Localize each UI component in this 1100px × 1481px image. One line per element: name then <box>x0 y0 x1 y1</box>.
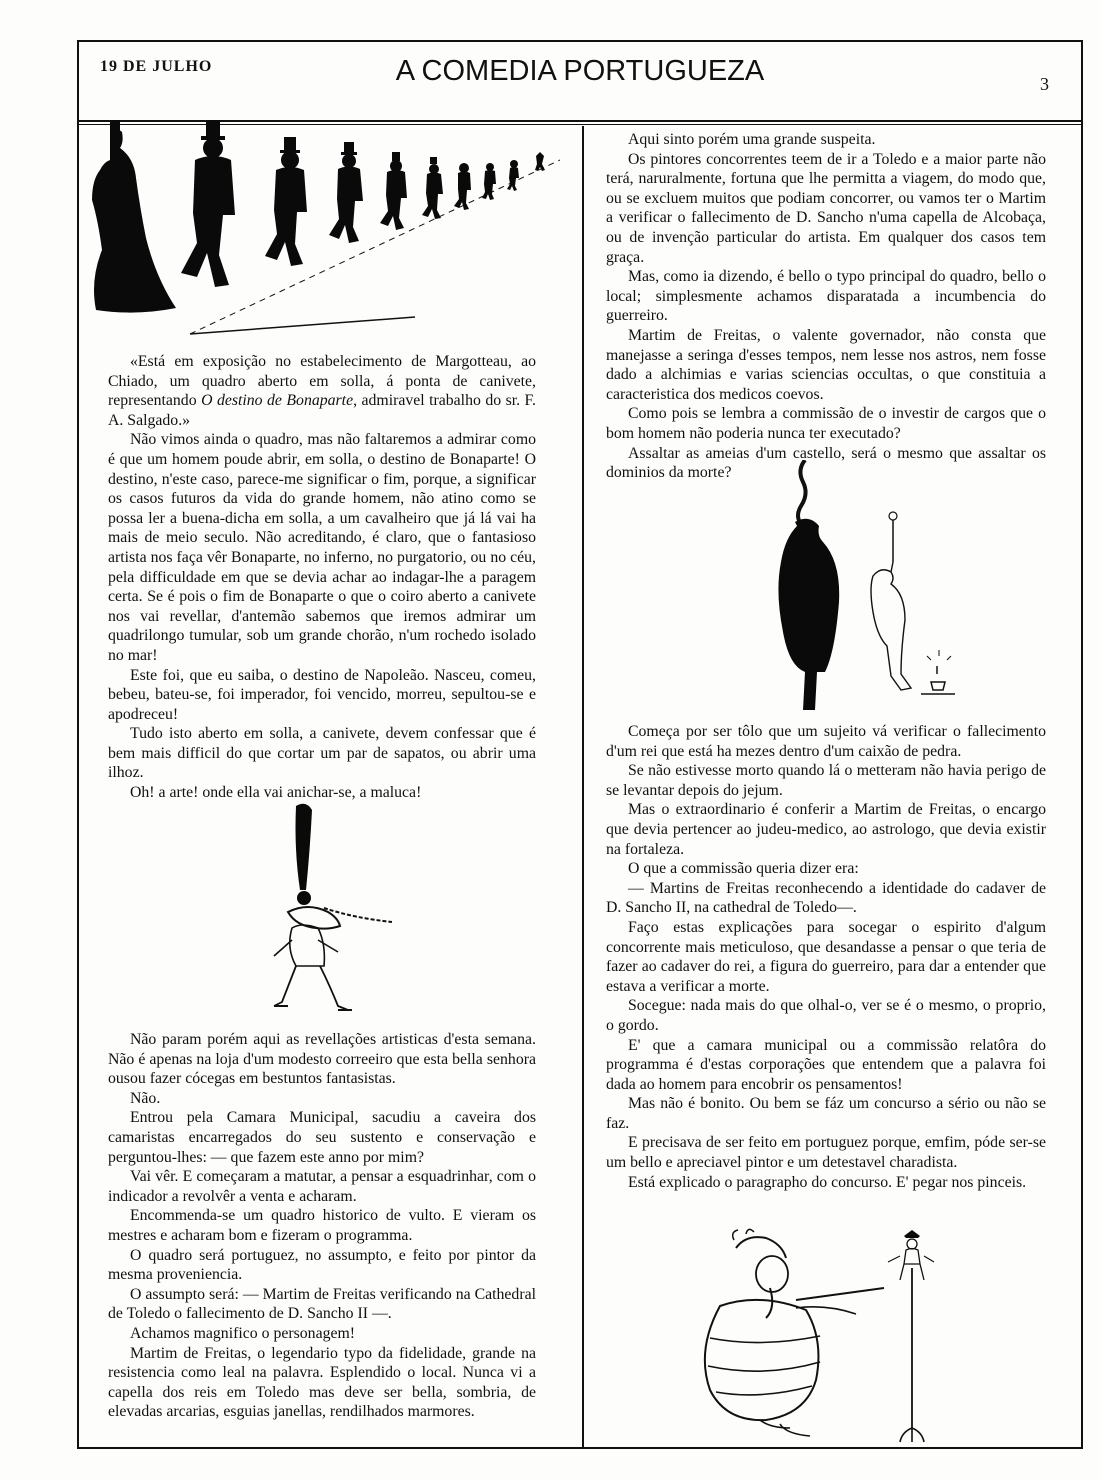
article-paragraph: Vai vêr. E começaram a matutar, a pensar a esquadrinhar, com o indicador a revolvêr a venta e acharam. <box>108 1168 536 1205</box>
column-rule <box>582 126 584 1448</box>
article-paragraph: Como pois se lembra a commissão de o investir de cargos que o bom homem não poderia nunca ter executado? <box>606 405 1046 442</box>
article-paragraph: Não vimos ainda o quadro, mas não faltaremos a admirar como é que um homem poude abrir, em solla, o destino de Bonaparte! O destino, n'este caso, parece-me significar o fim, porque, a significar os casos futuros da vida do grande homem, não atino como se possa ler a buena-dicha em solla, a um cavalheiro que já lá vai ha mais de meio seculo. Não acreditando, é claro, que o fantasioso artista nos faça vêr Bonaparte, no inferno, no purgatorio, ou no céu, pela difficuldade em que se devia achar ao indagar-lhe a paragem certa. Se é pois o fim de Bonaparte o que o coiro aberto a canivete nos vai revellar, d'antemão sabemos que iremos admirar um quadrilongo tumular, sob um grande chorão, n'um rochedo isolado no mar! <box>108 431 536 664</box>
article-paragraph: Não param porém aqui as revellações artisticas d'esta semana. Não é apenas na loja d'um modesto correeiro que esta bella senhora ousou fazer cócegas em bestuntos fantasistas. <box>108 1031 536 1088</box>
artwork-title: O destino de Bonaparte <box>201 392 354 410</box>
article-paragraph: Martim de Freitas, o valente governador, não consta que manejasse a seringa d'esses tempos, nem lesse nos astros, nem fosse dado a alchimias e varias sciencias occultas, o que constituia a caracteristica dos medicos coevos. <box>606 326 1046 403</box>
exclamation-hat-figure-illustration <box>268 800 398 1025</box>
fiddler-caricature-illustration <box>700 1228 965 1443</box>
article-paragraph: Não. <box>130 1089 161 1107</box>
article-paragraph: Está explicado o paragrapho do concurso. E' pegar nos pinceis. <box>628 1173 1027 1191</box>
article-paragraph: Entrou pela Camara Municipal, sacudiu a caveira dos camaristas encarregados do seu sustento e conservação e perguntou-lhes: — que fazem este anno por mim? <box>108 1109 536 1166</box>
article-paragraph: E precisava de ser feito em portuguez porque, emfim, póde ser-se um bello e apreciavel pintor e um detestavel charadista. <box>606 1134 1046 1172</box>
article-paragraph: Encommenda-se um quadro historico de vulto. E vieram os mestres e acharam bom e fizeram o programma. <box>108 1207 536 1244</box>
article-paragraph: O quadro será portuguez, no assumpto, e feito por pintor da mesma proveniencia. <box>108 1246 536 1284</box>
right-column-segment-1 <box>606 130 1046 483</box>
article-paragraph: — Martins de Freitas reconhecendo a identidade do cadaver de D. Sancho II, na cathedral de Toledo—. <box>606 879 1046 917</box>
left-column-segment-2 <box>108 1030 536 1422</box>
article-paragraph: Mas o extraordinario é conferir a Martim de Freitas, o encargo que devia pertencer ao judeu-medico, ao astrologo, que devia existir na fortaleza. <box>606 801 1046 858</box>
issue-date: 19 DE JULHO <box>100 58 213 75</box>
article-paragraph: O assumpto será: — Martim de Freitas verificando na Cathedral de Toledo o fallecimento de D. Sancho II —. <box>108 1285 536 1323</box>
article-paragraph: O que a commissão queria dizer era: <box>628 860 859 878</box>
left-column-segment-1 <box>108 352 536 803</box>
article-paragraph: Começa por ser tôlo que um sujeito vá verificar o fallecimento d'um rei que está ha mezes dentro d'um caixão de pedra. <box>606 723 1046 760</box>
article-paragraph: Aqui sinto porém uma grande suspeita. <box>628 131 876 148</box>
article-paragraph: «Está em exposição no estabelecimento de Margotteau, ao Chiado, um quadro aberto em solla, á ponta de canivete, representando O destino de Bonaparte, admiravel trabalho do sr. F. A. Salgado.» <box>108 353 536 429</box>
article-paragraph: Mas não é bonito. Ou bem se fáz um concurso a sério ou não se faz. <box>606 1095 1046 1132</box>
article-paragraph: Socegue: nada mais do que olhal-o, ver se é o mesmo, o proprio, o gordo. <box>606 997 1046 1034</box>
article-paragraph: Este foi, que eu saiba, o destino de Napoleão. Nasceu, comeu, bebeu, bateu-se, foi imperador, foi vencido, morreu, sepultou-se e apodreceu! <box>108 666 536 723</box>
page-number: 3 <box>1040 74 1049 94</box>
article-paragraph: Oh! a arte! onde ella vai anichar-se, a maluca! <box>130 784 422 802</box>
masthead-title: A COMEDIA PORTUGUEZA <box>395 55 765 87</box>
article-paragraph: Faço estas explicações para socegar o espirito d'algum concorrente mais meticuloso, que desandasse a pensar o que teria de fazer ao cadaver do rei, a figura do guerreiro, para dar a entender que estava a verificar a morte. <box>606 918 1046 995</box>
article-paragraph: Mas, como ia dizendo, é bello o typo principal do quadro, bello o local; simplesmente achamos disparatada a incumbencia do guerreiro. <box>606 268 1046 325</box>
article-paragraph: Tudo isto aberto em solla, a canivete, devem confessar que é bem mais difficil do que cortar um par de sapatos, ou abrir uma ilhoz. <box>108 725 536 782</box>
article-paragraph: Os pintores concorrentes teem de ir a Toledo e a maior parte não terá, naruralmente, fortuna que lhe permitta a viagem, do modo que, ou se excluem muitos que podiam concorrer, ou vamos ter o Martim a verificar o fallecimento de D. Sancho n'uma capella de Alcobaça, ou de invenção particular do artista. Em qualquer dos casos tem graça. <box>606 150 1046 266</box>
right-column-segment-2 <box>606 722 1046 1192</box>
article-paragraph: Achamos magnifico o personagem! <box>130 1324 356 1342</box>
silhouette-procession-illustration <box>90 112 560 342</box>
article-paragraph: Assaltar as ameias d'um castello, será o mesmo que assaltar os dominios da morte? <box>606 444 1046 482</box>
hanged-figure-and-nude-illustration <box>755 460 975 715</box>
article-paragraph: Se não estivesse morto quando lá o metteram não havia perigo de se levantar depois do jejum. <box>606 762 1046 799</box>
article-paragraph: Martim de Freitas, o legendario typo da fidelidade, grande na resistencia como leal na palavra. Esplendido o local. Nunca vi a capella dos reis em Toledo mas deve ser bella, sombria, de elevadas arcarias, esguias janellas, rendilhados marmores. <box>108 1344 536 1421</box>
article-paragraph: E' que a camara municipal ou a commissão relatôra do programma é d'estas corporações que entendem que a palavra foi dada ao homem para encobrir os pensamentos! <box>606 1036 1046 1093</box>
